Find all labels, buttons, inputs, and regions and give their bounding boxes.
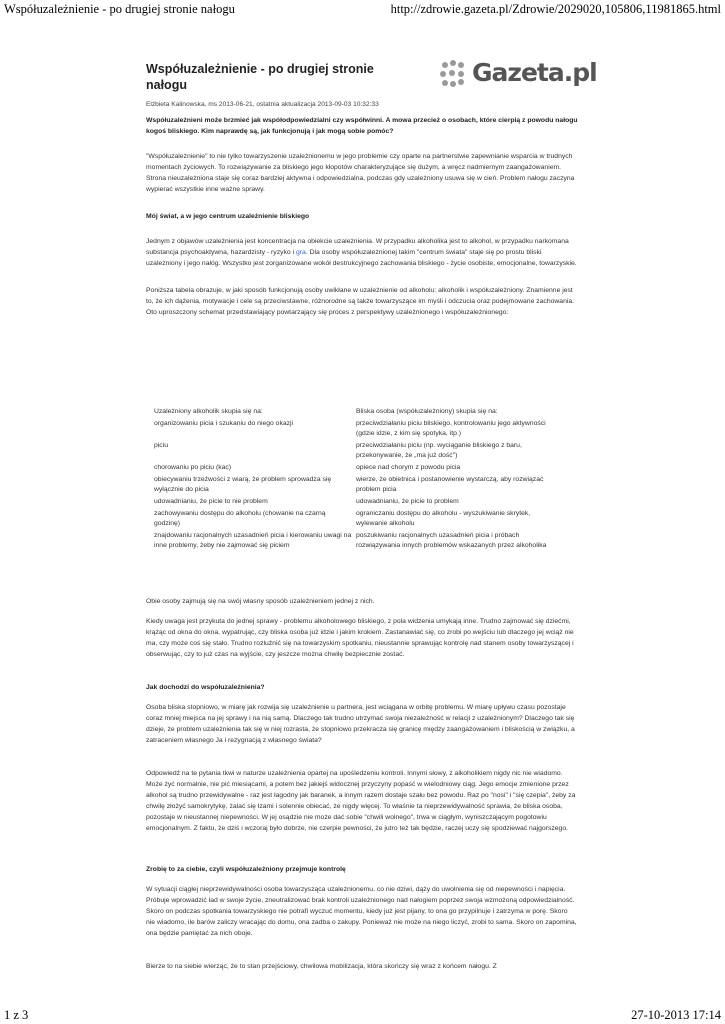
table-cell: Bliska osoba (współuzależniony) skupia się na: — [356, 408, 498, 415]
table-cell: ograniczaniu dostępu do alkoholu - wyszukiwanie skrytek, wylewanie alkoholu — [356, 510, 531, 527]
table-cell: przeciwdziałaniu piciu (np. wyciąganie bliskiego z baru, przekonywanie, że „ma już dość") — [356, 442, 522, 459]
table-cell: zachowywaniu dostępu do alkoholu (chowanie na czarną godzinę) — [154, 510, 326, 527]
article-lead: Współuzależnieni może brzmieć jak współodpowiedzialni czy współwinni. A mowa przecież o osobach, które cierpią z powodu nałogu kogoś bliskiego. Kim naprawdę są, jak funkcjonują i jak mogą sobie pomóc? — [146, 117, 578, 135]
table-row — [152, 406, 556, 418]
table-row — [152, 462, 556, 474]
table-cell: wierze, że obietnica i postanowienie wystarczą, aby rozwiązać problem picia — [356, 476, 544, 493]
paragraph-8: W sytuacji ciągłej nieprzewidywalności osoba towarzysząca uzależnionemu, co nie dziwi, dąży do uwolnienia się od niepewności i napięcia. Próbuje wprowadzić ład w swoje życie, zneutralizować brak kontroli uzależnionego nad nałogiem poprzez swoja wzmożoną odpowiedzialność. Skoro on podczas spotkania towarzyskiego nie potrafi wyczuć momentu, kiedy już jest pijany, to ona go przypilnuje i zatrzyma w porę. Skoro nie wiadomo, ile barów zaliczy wracając do domu, ona zadba o zakupy. Ponieważ nie może na niego liczyć, zrobi to sama. Skoro on zapomina, ona będzie pamiętać za nich oboje. — [146, 886, 577, 937]
table-cell: przeciwdziałaniu piciu bliskiego, kontrolowaniu jego aktywności (gdzie idzie, z kim się spotyka, itp.) — [356, 420, 546, 437]
paragraph-5: Kiedy uwaga jest przykuta do jednej sprawy - problemu alkoholowego bliskiego, z pola widzenia umykają inne. Trudno zajmować się dziećmi, krążąc od okna do okna, wypatrując, czy bliska osoba już idzie i jakim krokiem. Zastanawiać się, co zrobi po wejściu lub dlaczego jej wciąż nie ma, czy może coś się stało. Trudno rozluźnić się na towarzyskim spotkaniu, nieustannie sprawując kontrolę nad stanem osoby towarzyszącej i obserwując, czy to już czas na wyjście, czy jeszcze można chwilę bezpiecznie zostać. — [146, 618, 574, 658]
heading-1: Mój świat, a w jego centrum uzależnienie bliskiego — [146, 213, 310, 220]
table-row — [152, 508, 556, 530]
table-cell: udowadnianiu, że picie to nie problem — [154, 498, 268, 505]
table-cell: udowadnianiu, że picie to problem — [356, 498, 459, 505]
table-cell: poszukiwaniu racjonalnych uzasadnień picia i próbach rozwiązywania innych problemów wskazanych przez alkoholika — [356, 532, 547, 549]
table-row — [152, 496, 556, 508]
paragraph-7: Odpowiedź na te pytania tkwi w naturze uzależnienia opartej na upośledzeniu kontroli. Innymi słowy, z alkoholikiem nigdy nic nie wiadomo. Może żyć normalnie, nie pić miesiącami, a potem bez jakiejś widocznej przyczyny popaść w wielodniowy ciąg. Jego emocje zmienione przez alkohol są trudno przewidywalne - raz jest łagodny jak baranek, a innym razem dostaje szału bez powodu. Raz po "nosi" i "się czepia", żeby za chwilę złożyć samokrytykę, żalać się łzami i solennie obiecać, że nigdy więcej. To właśnie ta nieprzewidywalność sprawia, że bliska osoba, pozostaje w nieustannej niepewności. W jej osądzie nie może dać sobie "chwili wolnego", trwa w ciągłym, wyniszczającym pogotowiu emocjonalnym. Z faktu, że dziś i wczoraj było dobrze, nie czerpie pewności, że jutro też tak będzie, raczej uczy się spodziewać najgorszego. — [146, 770, 576, 832]
paragraph-6: Osoba bliska stopniowo, w miarę jak rozwija się uzależnienie u partnera, jest wciągana w orbitę problemu. W miarę upływu czasu pozostaje coraz mniej miejsca na jej sprawy i na nią samą. Dlaczego tak trudno utrzymać swoja niezależność w relacji z uzależnionym? Dlaczego tak się dzieje, że problem uzależnienia tak się w niej rozrasta, że stopniowo przekracza się granicę między zaangażowaniem i bliskością w związku, a zatraceniem własnego Ja i rezygnacją z własnego świata? — [146, 704, 575, 744]
table-cell: opiece nad chorym z powodu picia — [356, 464, 461, 471]
print-header-url: http://zdrowie.gazeta.pl/Zdrowie/2029020,105806,11981865.html — [390, 2, 721, 16]
table-cell: chorowaniu po piciu (kac) — [154, 464, 232, 471]
print-footer-page: 1 z 3 — [4, 1008, 29, 1022]
table-cell: Uzależniony alkoholik skupia się na: — [154, 408, 263, 415]
table-cell: piciu — [154, 442, 168, 449]
article-meta: Elżbieta Kalinowska, ms 2013-06-21, ostatnia aktualizacja 2013-09-03 10:32:33 — [146, 101, 379, 108]
table-row — [152, 440, 556, 462]
table-row — [152, 474, 556, 496]
table-row — [152, 530, 556, 552]
logo-text: Gazeta.pl — [472, 58, 597, 87]
table-cell: organizowaniu picia i szukaniu do niego okazji — [154, 420, 294, 427]
heading-3: Zrobię to za ciebie, czyli współuzależniony przejmuje kontrolę — [146, 866, 346, 873]
paragraph-1: "Współuzależnienie" to nie tylko towarzyszenie uzależnionemu w jego problemie czy oparte na partnerstwie zapewnianie wsparcia w trudnych momentach życiowych. To rozwiązywanie za bliskiego jego kłopotów charakteryzujące się dużym, a wręcz nadmiernym zaangażowaniem. Strona nieuzależniona staje się coraz bardziej aktywna i odpowiedzialna, podczas gdy uzależniony usuwa się w cień. Problem nałogu zaczyna wypierać wszystkie inne ważne sprawy. — [146, 153, 575, 193]
table-row — [152, 418, 556, 440]
table-cell: znajdowaniu racjonalnych uzasadnień picia i kierowaniu uwagi na inne problemy, żeby nie zajmować się piciem — [154, 532, 352, 549]
table-cell: obiecywaniu trzeźwości z wiarą, że problem sprowadza się wyłącznie do picia — [154, 476, 332, 493]
article-title: Współuzależnienie - po drugiej stronie nałogu — [146, 62, 374, 92]
gazeta-logo[interactable] — [440, 58, 597, 92]
heading-2: Jak dochodzi do współuzależnienia? — [146, 684, 265, 691]
logo-dots-icon — [440, 60, 470, 90]
paragraph-2: Jednym z objawów uzależnienia jest koncentracja na obiekcie uzależnienia. W przypadku alkoholika jest to alkohol, w przypadku narkomana substancja psychoaktywna, hazardzisty - ryzyko i gra. Dla osoby współuzależnionej takim "centrum świata" staje się po prostu bliski uzależniony i jego nałóg. Wszystko jest zorganizowane wokół destrukcyjnego zachowania bliskiego - życie osobiste, emocjonalne, towarzyskie. — [146, 238, 577, 267]
print-header-title: Współuzależnienie - po drugiej stronie nałogu — [4, 2, 235, 16]
print-footer-date: 27-10-2013 17:14 — [631, 1008, 721, 1022]
comparison-table — [152, 406, 556, 552]
paragraph-4: Obie osoby zajmują się na swój własny sposób uzależnieniem jednej z nich. — [146, 598, 375, 605]
paragraph-3: Poniższa tabela obrazuje, w jaki sposób funkcjonują osoby uwikłane w uzależnienie od alkoholu: alkoholik i współuzależniony. Znamienne jest to, że ich dążenia, motywacje i cele są przeciwstawne, różnorodne są także towarzyszące im myśli i odczucia oraz podejmowane zachowania. Oto uproszczony schemat przedstawiający powtarzający się proces z perspektywy uzależnionego i współuzależnionego: — [146, 287, 575, 316]
paragraph-9: Bierze to na siebie wierząc, że to stan przejściowy, chwilowa mobilizacja, która skończy się wraz z końcem nałogu. Z — [146, 963, 497, 970]
link-gra[interactable]: gra — [295, 248, 306, 256]
